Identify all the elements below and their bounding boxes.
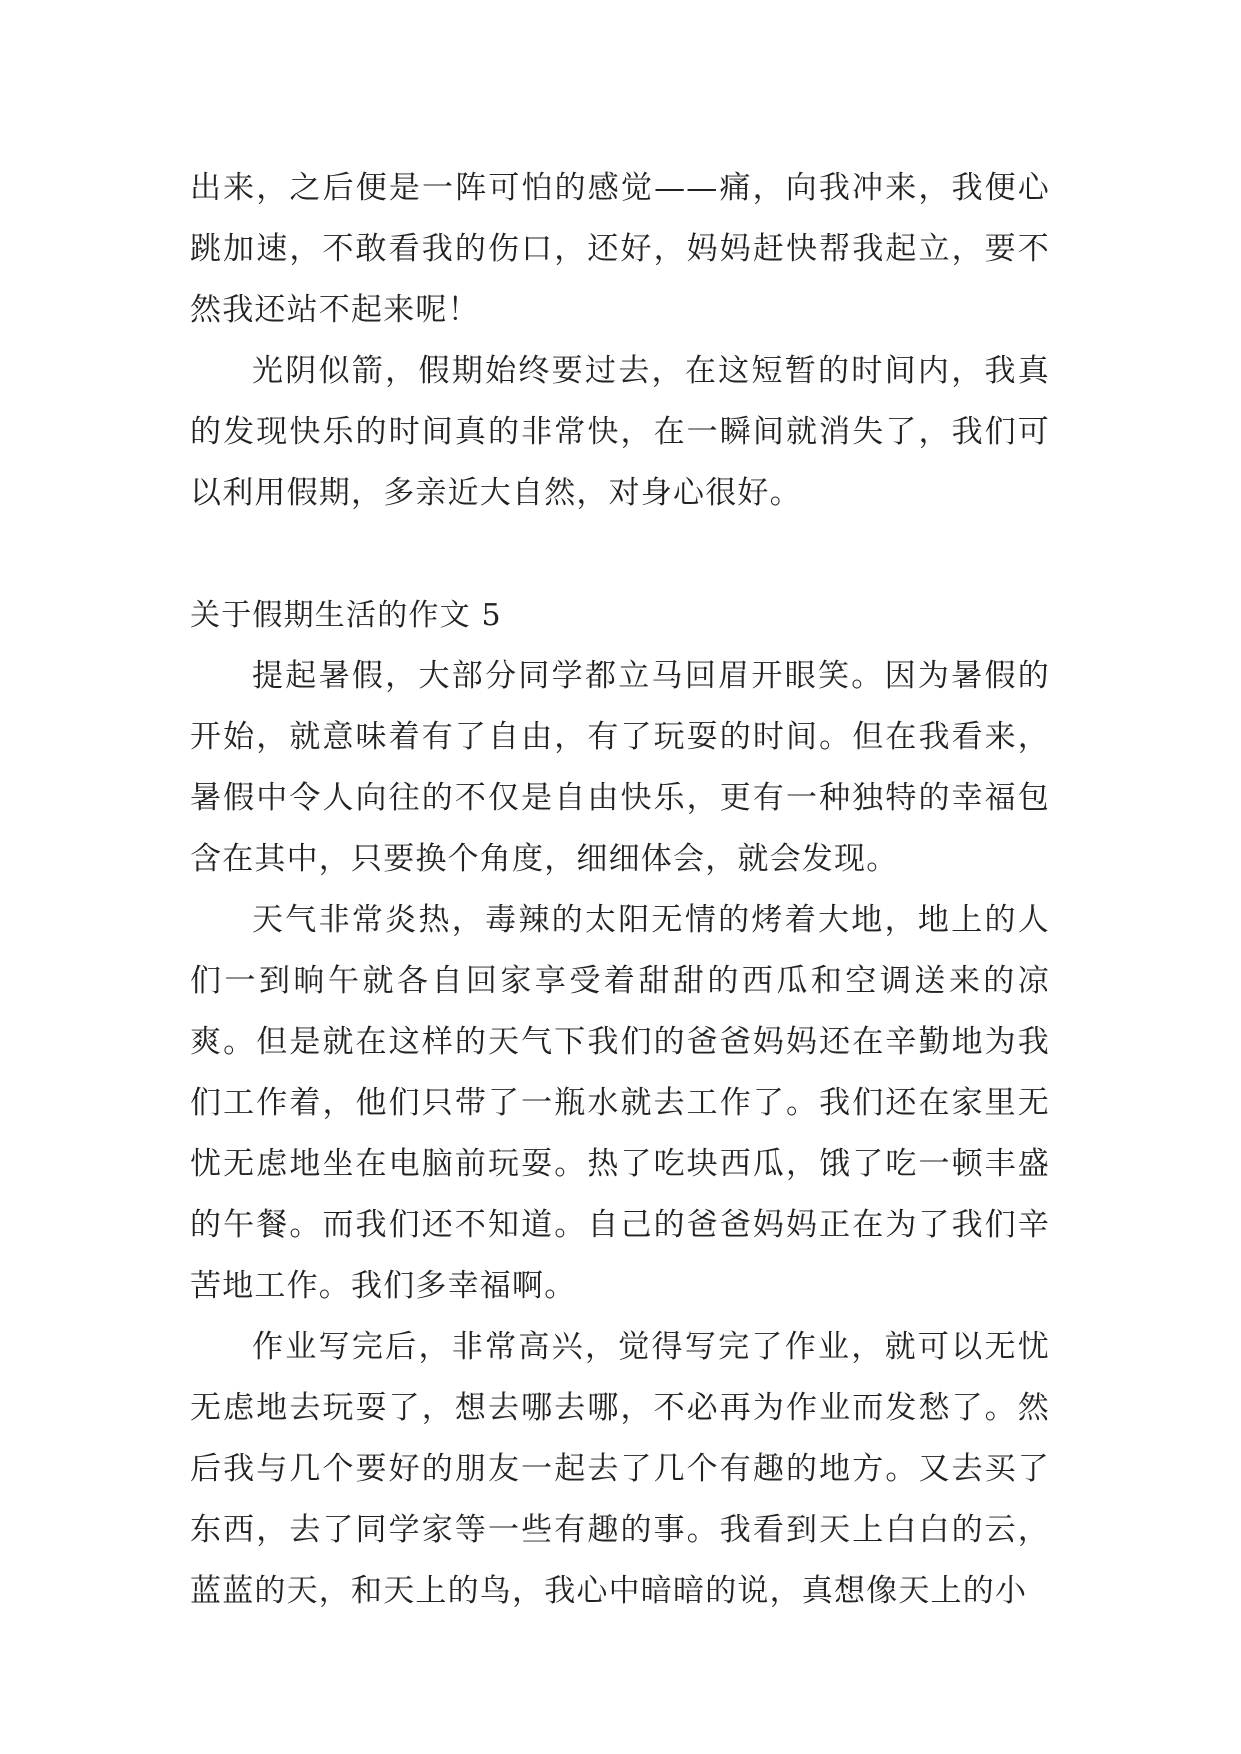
document-body [190, 158, 1050, 1622]
paragraph: 提起暑假，大部分同学都立马回眉开眼笑。因为暑假的开始，就意味着有了自由，有了玩耍的时间。但在我看来，暑假中令人向往的不仅是自由快乐，更有一种独特的幸福包含在其中，只要换个角度，细细体会，就会发现。 [190, 658, 1050, 877]
paragraph: 天气非常炎热，毒辣的太阳无情的烤着大地，地上的人们一到晌午就各自回家享受着甜甜的西瓜和空调送来的凉爽。但是就在这样的天气下我们的爸爸妈妈还在辛勤地为我们工作着，他们只带了一瓶水就去工作了。我们还在家里无忧无虑地坐在电脑前玩耍。热了吃块西瓜，饿了吃一顿丰盛的午餐。而我们还不知道。自己的爸爸妈妈正在为了我们辛苦地工作。我们多幸福啊。 [190, 902, 1050, 1304]
paragraph: 作业写完后，非常高兴，觉得写完了作业，就可以无忧无虑地去玩耍了，想去哪去哪，不必再为作业而发愁了。然后我与几个要好的朋友一起去了几个有趣的地方。又去买了东西，去了同学家等一些有趣的事。我看到天上白白的云，蓝蓝的天，和天上的鸟，我心中暗暗的说，真想像天上的小 [190, 1329, 1050, 1609]
essay-title: 关于假期生活的作文 5 [190, 598, 502, 633]
paragraph-closing: 光阴似箭，假期始终要过去，在这短暂的时间内，我真的发现快乐的时间真的非常快，在一瞬间就消失了，我们可以利用假期，多亲近大自然，对身心很好。 [190, 353, 1050, 511]
paragraph-continuation: 出来，之后便是一阵可怕的感觉——痛，向我冲来，我便心跳加速，不敢看我的伤口，还好，妈妈赶快帮我起立，要不然我还站不起来呢！ [190, 170, 1050, 328]
